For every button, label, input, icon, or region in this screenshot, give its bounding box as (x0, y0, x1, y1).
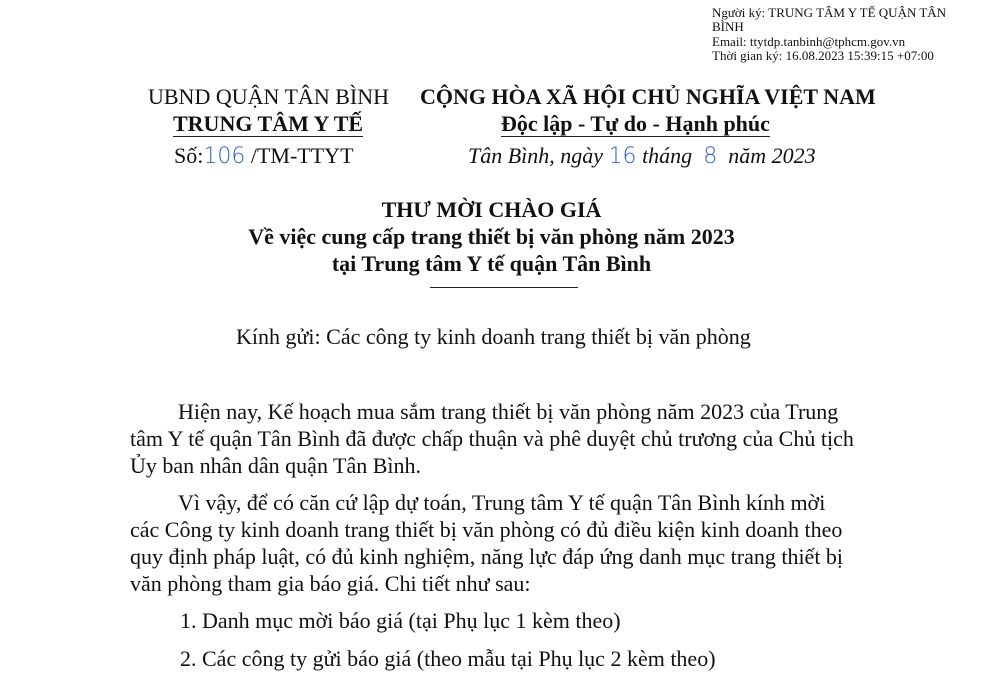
org-name (173, 111, 363, 137)
paragraph-line: văn phòng tham gia báo giá. Chi tiết như sau: (130, 571, 531, 596)
date-part: tháng (642, 143, 693, 168)
motto-text: Độc lập - Tự do - Hạnh phúc (501, 111, 770, 136)
digital-signature-block (712, 6, 972, 63)
list-item: 1. Danh mục mời báo giá (tại Phụ lục 1 kèm theo) (180, 608, 621, 633)
doc-subject: Về việc cung cấp trang thiết bị văn phòng năm 2023 (248, 224, 735, 249)
day-handwritten: 16 (608, 144, 637, 169)
number-handwritten: 106 (203, 144, 246, 169)
month-handwritten: 8 (703, 144, 718, 169)
paragraph-line: tâm Y tế quận Tân Bình đã được chấp thuận và phê duyệt chủ trương của Chủ tịch (130, 426, 854, 451)
paragraph-line: Vì vậy, để có căn cứ lập dự toán, Trung tâm Y tế quận Tân Bình kính mời (178, 490, 826, 515)
title-divider (430, 287, 578, 288)
place-date (468, 143, 816, 169)
list-item: 2. Các công ty gửi báo giá (theo mẫu tại Phụ lục 2 kèm theo) (180, 646, 716, 671)
doc-title: THƯ MỜI CHÀO GIÁ (381, 197, 602, 222)
signer-email: Email: ttytdp.tanbinh@tphcm.gov.vn (712, 33, 906, 49)
paragraph-line: các Công ty kinh doanh trang thiết bị văn phòng có đủ điều kiện kinh doanh theo (130, 517, 843, 542)
org-parent: UBND QUẬN TÂN BÌNH (148, 84, 389, 109)
sign-time: Thời gian ký: 16.08.2023 15:39:15 +07:00 (712, 47, 934, 63)
date-part: Tân Bình, ngày (468, 143, 604, 168)
paragraph-line: quy định pháp luật, có đủ kinh nghiệm, năng lực đáp ứng danh mục trang thiết bị (130, 544, 844, 569)
recipient: Kính gửi: Các công ty kinh doanh trang thiết bị văn phòng (236, 324, 751, 349)
org-name-text: TRUNG TÂM Y TẾ (173, 111, 364, 136)
document-number (174, 143, 354, 169)
number-prefix: Số: (174, 143, 204, 168)
paragraph-line: Ủy ban nhân dân quận Tân Bình. (130, 453, 422, 478)
number-suffix: /TM-TTYT (250, 143, 354, 168)
national-title: CỘNG HÒA XÃ HỘI CHỦ NGHĨA VIỆT NAM (420, 84, 876, 109)
date-part: năm 2023 (728, 143, 816, 168)
paragraph-line: Hiện nay, Kế hoạch mua sắm trang thiết bị văn phòng năm 2023 của Trung (178, 399, 839, 424)
doc-subject-2: tại Trung tâm Y tế quận Tân Bình (331, 251, 652, 276)
signer: Người ký: TRUNG TÂM Y TẾ QUẬN TÂN BÌNH (712, 5, 947, 35)
national-motto (501, 111, 770, 137)
